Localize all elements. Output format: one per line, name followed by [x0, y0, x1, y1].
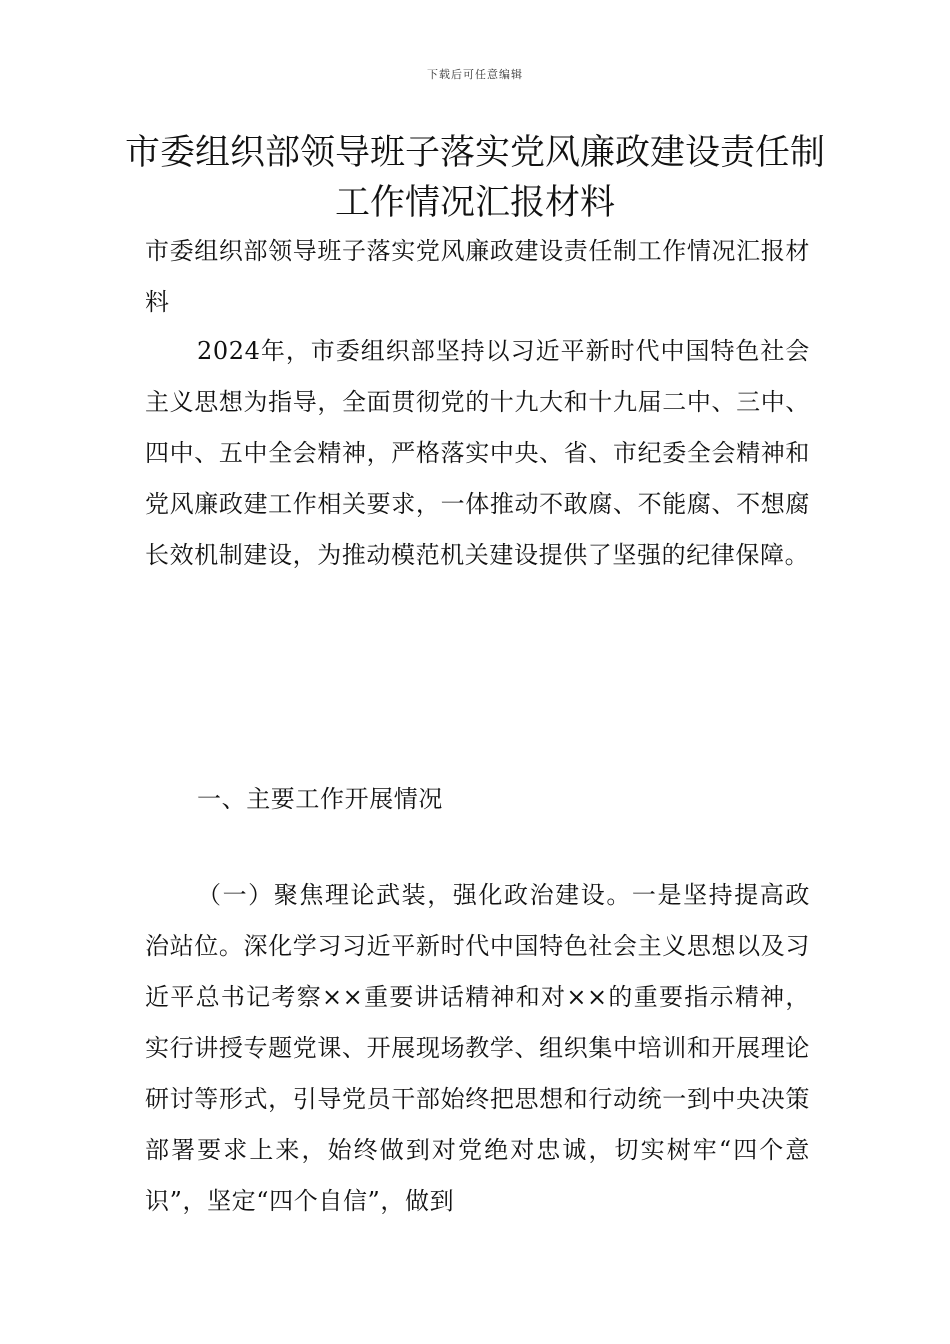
- document-subtitle: 市委组织部领导班子落实党风廉政建设责任制工作情况汇报材料: [145, 237, 810, 316]
- header-note: 下载后可任意编辑: [427, 68, 523, 81]
- document-title: 市委组织部领导班子落实党风廉政建设责任制工作情况汇报材料: [124, 133, 825, 223]
- intro-paragraph: 2024年，市委组织部坚持以习近平新时代中国特色社会主义思想为指导，全面贯彻党的十九大和十九届二中、三中、四中、五中全会精神，严格落实中央、省、市纪委全会精神和党风廉政建工作相关要求，一体推动不敢腐、不能腐、不想腐长效机制建设，为推动模范机关建设提供了坚强的纪律保障。: [145, 337, 810, 569]
- section-paragraph: （一）聚焦理论武装，强化政治建设。一是坚持提高政治站位。深化学习习近平新时代中国特色社会主义思想以及习近平总书记考察××重要讲话精神和对××的重要指示精神，实行讲授专题党课、开展现场教学、组织集中培训和开展理论研讨等形式，引导党员干部始终把思想和行动统一到中央决策部署要求上来，始终做到对党绝对忠诚，切实树牢“四个意识”，坚定“四个自信”，做到: [145, 881, 810, 1215]
- section-heading: 一、主要工作开展情况: [197, 785, 443, 813]
